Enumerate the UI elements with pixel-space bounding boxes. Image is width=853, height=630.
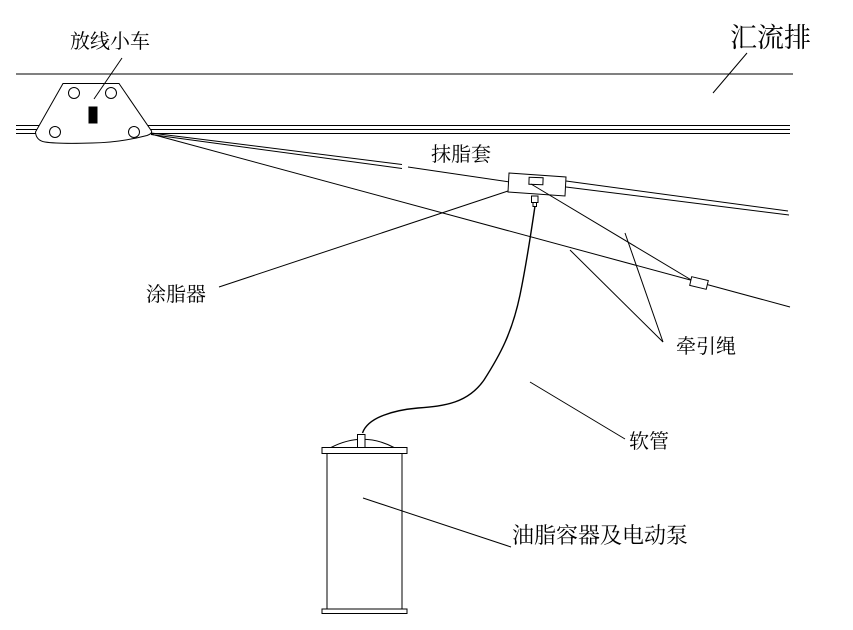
grease-sleeve-inner-window [529, 177, 543, 184]
hose-label: 软管 [629, 429, 669, 453]
container-pump-nozzle [358, 435, 366, 448]
grease-applicator-label: 涂脂器 [146, 282, 206, 306]
box-nozzle [532, 196, 539, 203]
rope-connector [690, 277, 709, 290]
trolley-wheel [50, 127, 61, 138]
busbar-label: 汇流排 [730, 23, 811, 54]
trolley [36, 84, 152, 144]
grease-container [322, 435, 407, 614]
rope-into-box [408, 167, 510, 182]
traction-rope-leaders [570, 233, 663, 342]
trolley-slot [89, 107, 97, 123]
hose-curve [363, 206, 536, 433]
grease-sleeve-label: 抹脂套 [431, 142, 491, 166]
trolley-wheel [106, 88, 117, 99]
rope-pair-right [566, 181, 789, 215]
trolley-wheel [69, 88, 80, 99]
hose-leader [530, 382, 625, 439]
grease-applicator-leader [219, 191, 508, 287]
trolley-label: 放线小车 [70, 29, 150, 53]
rope-pair-left [151, 133, 402, 169]
box-nozzle-tip [533, 203, 537, 207]
container-bottom-flange [322, 609, 407, 614]
container-body [327, 454, 402, 610]
traction-rope-label: 牵引绳 [676, 334, 736, 358]
traction-rope-from-box [531, 184, 693, 281]
trolley-wheel [129, 127, 140, 138]
busbar-leader [713, 53, 747, 93]
grease-container-pump-label: 油脂容器及电动泵 [512, 524, 689, 549]
container-top-flange [322, 448, 407, 454]
